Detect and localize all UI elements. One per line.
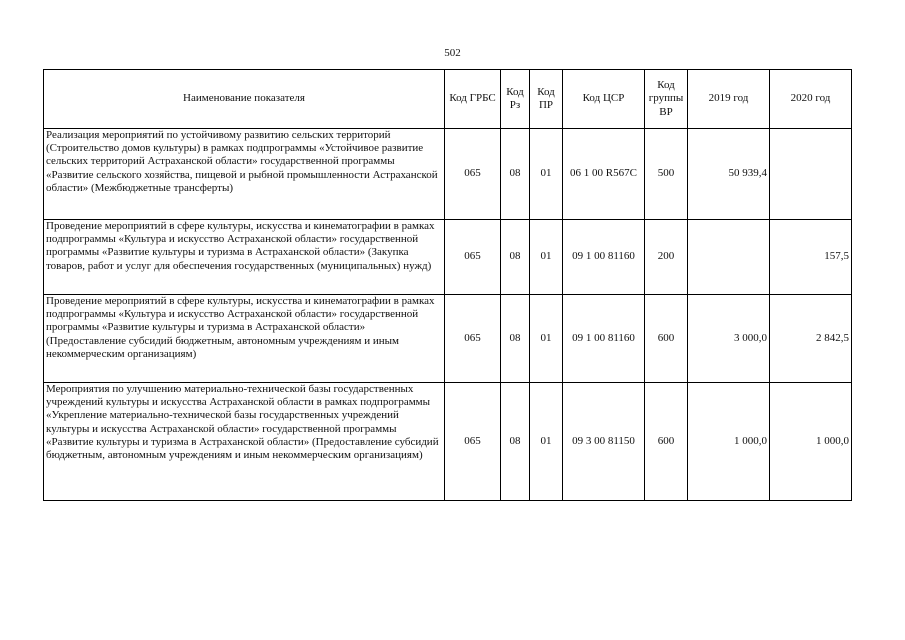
table-row: [44, 129, 852, 220]
header-grbs: Код ГРБС: [445, 70, 501, 129]
header-2019: 2019 год: [688, 70, 770, 129]
cell-2020: [770, 129, 852, 220]
cell-rz: 08: [501, 295, 530, 383]
budget-table: [43, 69, 852, 501]
cell-csr: 09 1 00 81160: [563, 220, 645, 295]
cell-name: Проведение мероприятий в сфере культуры, искусства и кинематографии в рамках подпрограммы «Культура и искусство Астраханской области» государственной программы «Развитие культуры и туризма в Астраханской области» (Предоставление субсидий бюджетным, автономным учреждениям и иным некоммерческим организациям): [44, 295, 445, 383]
header-pr: Код ПР: [530, 70, 563, 129]
cell-csr: 09 3 00 81150: [563, 383, 645, 501]
cell-pr: 01: [530, 220, 563, 295]
cell-2020: 1 000,0: [770, 383, 852, 501]
cell-grbs: 065: [445, 295, 501, 383]
cell-vr: 600: [645, 383, 688, 501]
cell-csr: 09 1 00 81160: [563, 295, 645, 383]
table-row: [44, 383, 852, 501]
cell-vr: 200: [645, 220, 688, 295]
header-vr: Код группы ВР: [645, 70, 688, 129]
cell-pr: 01: [530, 383, 563, 501]
cell-csr: 06 1 00 R567C: [563, 129, 645, 220]
table-row: [44, 220, 852, 295]
cell-rz: 08: [501, 129, 530, 220]
cell-2019: 1 000,0: [688, 383, 770, 501]
page-number: 502: [444, 47, 461, 59]
header-2020: 2020 год: [770, 70, 852, 129]
cell-2019: 3 000,0: [688, 295, 770, 383]
cell-name: Реализация мероприятий по устойчивому развитию сельских территорий (Строительство домов культуры) в рамках подпрограммы «Устойчивое развитие сельских территорий Астраханской области» государственной программы «Развитие сельского хозяйства, пищевой и рыбной промышленности Астраханской области» (Межбюджетные трансферты): [44, 129, 445, 220]
header-csr: Код ЦСР: [563, 70, 645, 129]
cell-vr: 600: [645, 295, 688, 383]
cell-grbs: 065: [445, 129, 501, 220]
cell-name: Мероприятия по улучшению материально-технической базы государственных учреждений культуры и искусства Астраханской области в рамках подпрограммы «Укрепление материально-технической базы государственных учреждений культуры и искусства Астраханской области» государственной программы «Развитие культуры и туризма в Астраханской области» (Предоставление субсидий бюджетным, автономным учреждениям и иным некоммерческим организациям): [44, 383, 445, 501]
cell-2019: [688, 220, 770, 295]
table-header-row: [44, 70, 852, 129]
cell-grbs: 065: [445, 383, 501, 501]
cell-pr: 01: [530, 129, 563, 220]
cell-name: Проведение мероприятий в сфере культуры, искусства и кинематографии в рамках подпрограммы «Культура и искусство Астраханской области» государственной программы «Развитие культуры и туризма в Астраханской области» (Закупка товаров, работ и услуг для обеспечения государственных (муниципальных) нужд): [44, 220, 445, 295]
header-name: Наименование показателя: [44, 70, 445, 129]
header-rz: Код Рз: [501, 70, 530, 129]
table-row: [44, 295, 852, 383]
cell-pr: 01: [530, 295, 563, 383]
cell-2019: 50 939,4: [688, 129, 770, 220]
cell-2020: 2 842,5: [770, 295, 852, 383]
cell-2020: 157,5: [770, 220, 852, 295]
cell-grbs: 065: [445, 220, 501, 295]
cell-rz: 08: [501, 220, 530, 295]
cell-rz: 08: [501, 383, 530, 501]
cell-vr: 500: [645, 129, 688, 220]
